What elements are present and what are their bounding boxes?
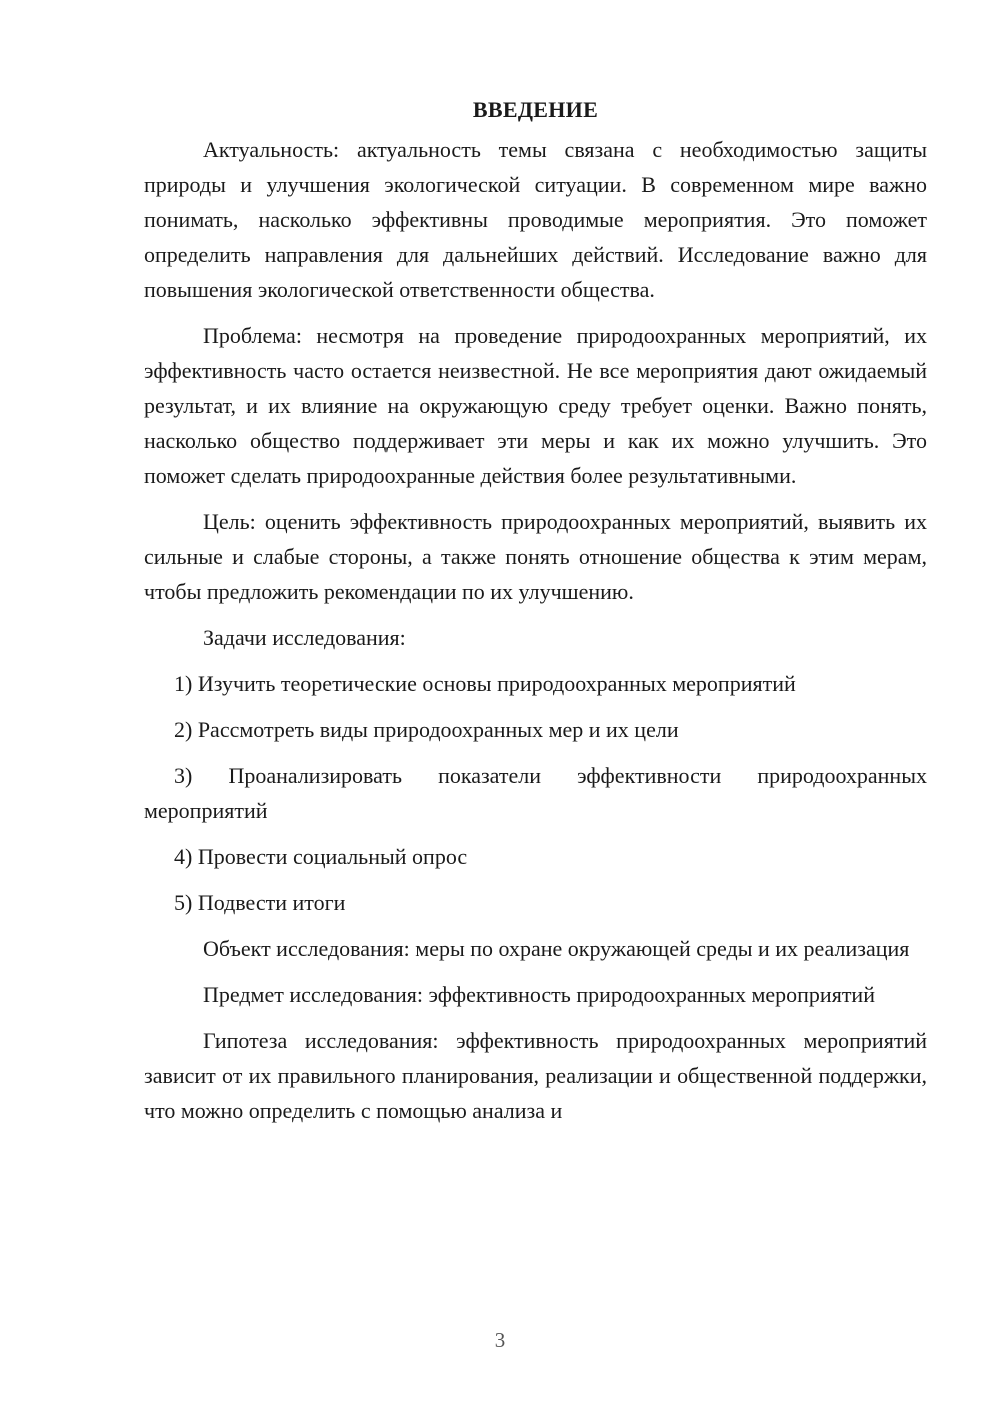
page-number: 3 bbox=[494, 1328, 506, 1352]
task-item-1: 1) Изучить теоретические основы природоохранных мероприятий bbox=[174, 671, 796, 696]
paragraph-goal: Цель: оценить эффективность природоохранных мероприятий, выявить их сильные и слабые стороны, а также понять отношение общества к этим мерам, чтобы предложить рекомендации по их улучшению. bbox=[144, 509, 927, 604]
task-item-2: 2) Рассмотреть виды природоохранных мер и их цели bbox=[174, 717, 679, 742]
task-item-3: 3) Проанализировать показатели эффективности природоохранных мероприятий bbox=[144, 763, 927, 823]
task-item-5: 5) Подвести итоги bbox=[174, 890, 346, 915]
task-item-4: 4) Провести социальный опрос bbox=[174, 844, 468, 869]
document-page bbox=[144, 92, 927, 1139]
paragraph-hypothesis: Гипотеза исследования: эффективность природоохранных мероприятий зависит от их правильного планирования, реализации и общественной поддержки, что можно определить с помощью анализа и bbox=[144, 1028, 927, 1123]
paragraph-relevance: Актуальность: актуальность темы связана с необходимостью защиты природы и улучшения экологической ситуации. В современном мире важно понимать, насколько эффективны проводимые мероприятия. Это поможет определить направления для дальнейших действий. Исследование важно для повышения экологической ответственности общества. bbox=[144, 137, 927, 302]
paragraph-problem: Проблема: несмотря на проведение природоохранных мероприятий, их эффективность часто остается неизвестной. Не все мероприятия дают ожидаемый результат, и их влияние на окружающую среду требует оценки. Важно понять, насколько общество поддерживает эти меры и как их можно улучшить. Это поможет сделать природоохранные действия более результативными. bbox=[144, 323, 927, 488]
paragraph-object: Объект исследования: меры по охране окружающей среды и их реализация bbox=[203, 936, 910, 961]
tasks-heading: Задачи исследования: bbox=[203, 625, 406, 650]
section-title: ВВЕДЕНИЕ bbox=[472, 97, 599, 122]
paragraph-subject: Предмет исследования: эффективность природоохранных мероприятий bbox=[203, 982, 875, 1007]
